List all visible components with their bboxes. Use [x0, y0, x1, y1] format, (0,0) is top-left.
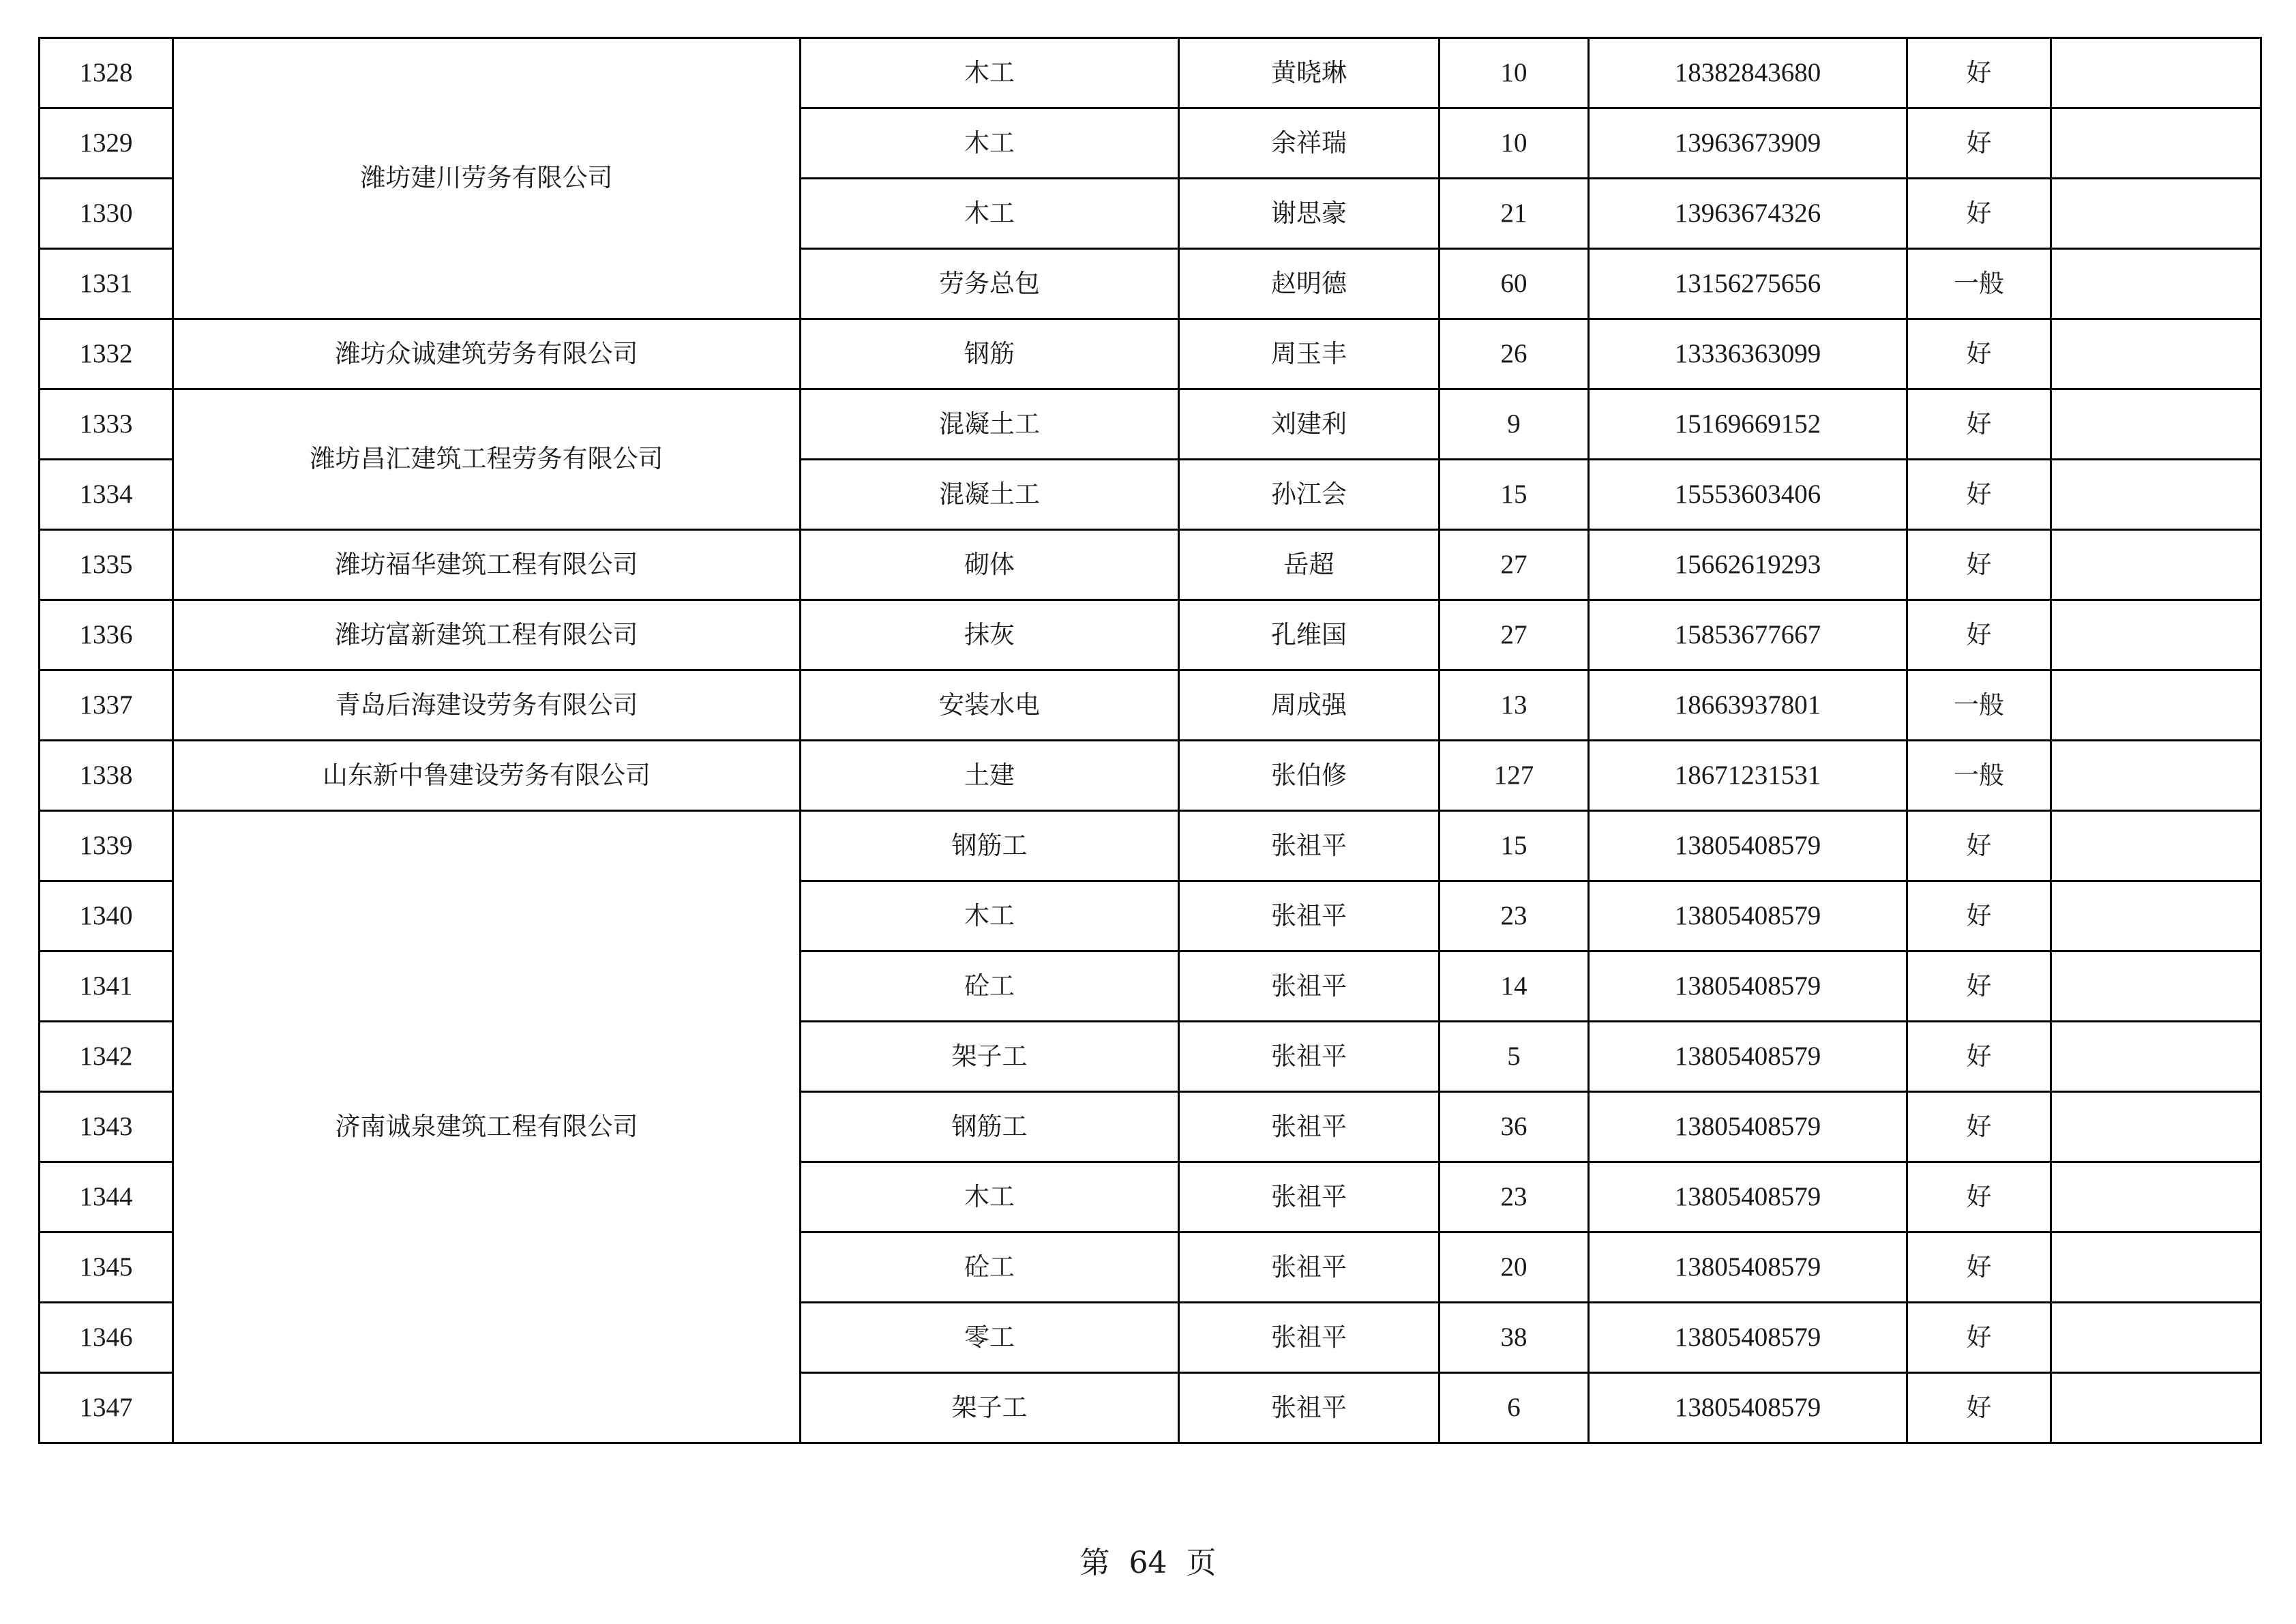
- leader-name-cell: 张祖平: [1179, 1162, 1440, 1232]
- row-number-cell: 1330: [40, 179, 173, 249]
- note-cell: [2051, 811, 2261, 881]
- row-number-cell: 1341: [40, 951, 173, 1022]
- trade-cell: 混凝土工: [801, 460, 1179, 530]
- leader-name-cell: 孙江会: [1179, 460, 1440, 530]
- leader-name-cell: 张伯修: [1179, 741, 1440, 811]
- worker-count-cell: 10: [1440, 38, 1589, 108]
- trade-cell: 砌体: [801, 530, 1179, 600]
- phone-cell: 13805408579: [1589, 1022, 1907, 1092]
- trade-cell: 木工: [801, 1162, 1179, 1232]
- leader-name-cell: 岳超: [1179, 530, 1440, 600]
- leader-name-cell: 张祖平: [1179, 881, 1440, 951]
- leader-name-cell: 余祥瑞: [1179, 108, 1440, 179]
- rating-cell: 好: [1907, 530, 2051, 600]
- note-cell: [2051, 670, 2261, 741]
- table-row: [40, 741, 2261, 811]
- leader-name-cell: 张祖平: [1179, 1232, 1440, 1303]
- note-cell: [2051, 951, 2261, 1022]
- trade-cell: 抹灰: [801, 600, 1179, 670]
- company-cell: 山东新中鲁建设劳务有限公司: [173, 741, 801, 811]
- worker-count-cell: 6: [1440, 1373, 1589, 1443]
- table-body: [40, 38, 2261, 1443]
- rating-cell: 好: [1907, 319, 2051, 389]
- note-cell: [2051, 1092, 2261, 1162]
- leader-name-cell: 张祖平: [1179, 951, 1440, 1022]
- row-number-cell: 1343: [40, 1092, 173, 1162]
- trade-cell: 劳务总包: [801, 249, 1179, 319]
- row-number-cell: 1333: [40, 389, 173, 460]
- table-row: [40, 389, 2261, 460]
- trade-cell: 土建: [801, 741, 1179, 811]
- note-cell: [2051, 741, 2261, 811]
- trade-cell: 架子工: [801, 1373, 1179, 1443]
- phone-cell: 18671231531: [1589, 741, 1907, 811]
- table-row: [40, 811, 2261, 881]
- rating-cell: 好: [1907, 1162, 2051, 1232]
- phone-cell: 13336363099: [1589, 319, 1907, 389]
- note-cell: [2051, 1303, 2261, 1373]
- leader-name-cell: 谢思豪: [1179, 179, 1440, 249]
- trade-cell: 木工: [801, 108, 1179, 179]
- row-number-cell: 1344: [40, 1162, 173, 1232]
- leader-name-cell: 周成强: [1179, 670, 1440, 741]
- note-cell: [2051, 600, 2261, 670]
- rating-cell: 一般: [1907, 670, 2051, 741]
- phone-cell: 13805408579: [1589, 811, 1907, 881]
- row-number-cell: 1334: [40, 460, 173, 530]
- trade-cell: 木工: [801, 38, 1179, 108]
- page-number: 第 64 页: [1079, 1546, 1217, 1580]
- phone-cell: 18663937801: [1589, 670, 1907, 741]
- rating-cell: 好: [1907, 108, 2051, 179]
- rating-cell: 好: [1907, 881, 2051, 951]
- worker-count-cell: 23: [1440, 881, 1589, 951]
- row-number-cell: 1342: [40, 1022, 173, 1092]
- trade-cell: 架子工: [801, 1022, 1179, 1092]
- note-cell: [2051, 1232, 2261, 1303]
- company-cell: 济南诚泉建筑工程有限公司: [173, 811, 801, 1443]
- trade-cell: 安装水电: [801, 670, 1179, 741]
- phone-cell: 15553603406: [1589, 460, 1907, 530]
- table-row: [40, 319, 2261, 389]
- rating-cell: 一般: [1907, 249, 2051, 319]
- row-number-cell: 1337: [40, 670, 173, 741]
- note-cell: [2051, 881, 2261, 951]
- phone-cell: 13805408579: [1589, 1303, 1907, 1373]
- leader-name-cell: 张祖平: [1179, 1092, 1440, 1162]
- company-cell: 青岛后海建设劳务有限公司: [173, 670, 801, 741]
- note-cell: [2051, 38, 2261, 108]
- note-cell: [2051, 460, 2261, 530]
- trade-cell: 混凝土工: [801, 389, 1179, 460]
- phone-cell: 13805408579: [1589, 1232, 1907, 1303]
- rating-cell: 好: [1907, 1022, 2051, 1092]
- rating-cell: 好: [1907, 38, 2051, 108]
- table-row: [40, 38, 2261, 108]
- leader-name-cell: 张祖平: [1179, 1303, 1440, 1373]
- rating-cell: 好: [1907, 1092, 2051, 1162]
- row-number-cell: 1346: [40, 1303, 173, 1373]
- worker-count-cell: 10: [1440, 108, 1589, 179]
- company-cell: 潍坊福华建筑工程有限公司: [173, 530, 801, 600]
- worker-count-cell: 14: [1440, 951, 1589, 1022]
- worker-count-cell: 27: [1440, 600, 1589, 670]
- leader-name-cell: 赵明德: [1179, 249, 1440, 319]
- rating-cell: 好: [1907, 600, 2051, 670]
- rating-cell: 一般: [1907, 741, 2051, 811]
- phone-cell: 13963673909: [1589, 108, 1907, 179]
- note-cell: [2051, 1162, 2261, 1232]
- phone-cell: 15853677667: [1589, 600, 1907, 670]
- rating-cell: 好: [1907, 389, 2051, 460]
- table-row: [40, 670, 2261, 741]
- worker-count-cell: 13: [1440, 670, 1589, 741]
- row-number-cell: 1340: [40, 881, 173, 951]
- phone-cell: 13805408579: [1589, 881, 1907, 951]
- worker-count-cell: 15: [1440, 460, 1589, 530]
- rating-cell: 好: [1907, 811, 2051, 881]
- company-cell: 潍坊昌汇建筑工程劳务有限公司: [173, 389, 801, 530]
- phone-cell: 13805408579: [1589, 951, 1907, 1022]
- note-cell: [2051, 389, 2261, 460]
- trade-cell: 零工: [801, 1303, 1179, 1373]
- trade-cell: 砼工: [801, 1232, 1179, 1303]
- company-cell: 潍坊建川劳务有限公司: [173, 38, 801, 319]
- leader-name-cell: 孔维国: [1179, 600, 1440, 670]
- worker-count-cell: 60: [1440, 249, 1589, 319]
- note-cell: [2051, 530, 2261, 600]
- rating-cell: 好: [1907, 1373, 2051, 1443]
- phone-cell: 13805408579: [1589, 1373, 1907, 1443]
- row-number-cell: 1347: [40, 1373, 173, 1443]
- row-number-cell: 1335: [40, 530, 173, 600]
- leader-name-cell: 黄晓琳: [1179, 38, 1440, 108]
- worker-count-cell: 21: [1440, 179, 1589, 249]
- worker-count-cell: 15: [1440, 811, 1589, 881]
- worker-count-cell: 36: [1440, 1092, 1589, 1162]
- table-row: [40, 600, 2261, 670]
- worker-count-cell: 27: [1440, 530, 1589, 600]
- worker-count-cell: 127: [1440, 741, 1589, 811]
- worker-count-cell: 9: [1440, 389, 1589, 460]
- rating-cell: 好: [1907, 179, 2051, 249]
- leader-name-cell: 周玉丰: [1179, 319, 1440, 389]
- row-number-cell: 1336: [40, 600, 173, 670]
- worker-count-cell: 38: [1440, 1303, 1589, 1373]
- row-number-cell: 1331: [40, 249, 173, 319]
- company-cell: 潍坊众诚建筑劳务有限公司: [173, 319, 801, 389]
- trade-cell: 木工: [801, 881, 1179, 951]
- trade-cell: 钢筋工: [801, 811, 1179, 881]
- phone-cell: 13156275656: [1589, 249, 1907, 319]
- row-number-cell: 1339: [40, 811, 173, 881]
- trade-cell: 砼工: [801, 951, 1179, 1022]
- leader-name-cell: 张祖平: [1179, 1022, 1440, 1092]
- note-cell: [2051, 1373, 2261, 1443]
- table-row: [40, 530, 2261, 600]
- leader-name-cell: 张祖平: [1179, 811, 1440, 881]
- note-cell: [2051, 319, 2261, 389]
- worker-count-cell: 5: [1440, 1022, 1589, 1092]
- trade-cell: 木工: [801, 179, 1179, 249]
- worker-count-cell: 20: [1440, 1232, 1589, 1303]
- phone-cell: 15169669152: [1589, 389, 1907, 460]
- row-number-cell: 1332: [40, 319, 173, 389]
- row-number-cell: 1328: [40, 38, 173, 108]
- rating-cell: 好: [1907, 1303, 2051, 1373]
- leader-name-cell: 张祖平: [1179, 1373, 1440, 1443]
- note-cell: [2051, 108, 2261, 179]
- phone-cell: 15662619293: [1589, 530, 1907, 600]
- phone-cell: 13805408579: [1589, 1092, 1907, 1162]
- phone-cell: 13805408579: [1589, 1162, 1907, 1232]
- phone-cell: 18382843680: [1589, 38, 1907, 108]
- note-cell: [2051, 1022, 2261, 1092]
- trade-cell: 钢筋工: [801, 1092, 1179, 1162]
- company-cell: 潍坊富新建筑工程有限公司: [173, 600, 801, 670]
- rating-cell: 好: [1907, 951, 2051, 1022]
- note-cell: [2051, 249, 2261, 319]
- trade-cell: 钢筋: [801, 319, 1179, 389]
- worker-count-cell: 26: [1440, 319, 1589, 389]
- rating-cell: 好: [1907, 460, 2051, 530]
- worker-count-cell: 23: [1440, 1162, 1589, 1232]
- row-number-cell: 1338: [40, 741, 173, 811]
- row-number-cell: 1345: [40, 1232, 173, 1303]
- note-cell: [2051, 179, 2261, 249]
- row-number-cell: 1329: [40, 108, 173, 179]
- rating-cell: 好: [1907, 1232, 2051, 1303]
- contractor-table: [38, 37, 2262, 1444]
- leader-name-cell: 刘建利: [1179, 389, 1440, 460]
- phone-cell: 13963674326: [1589, 179, 1907, 249]
